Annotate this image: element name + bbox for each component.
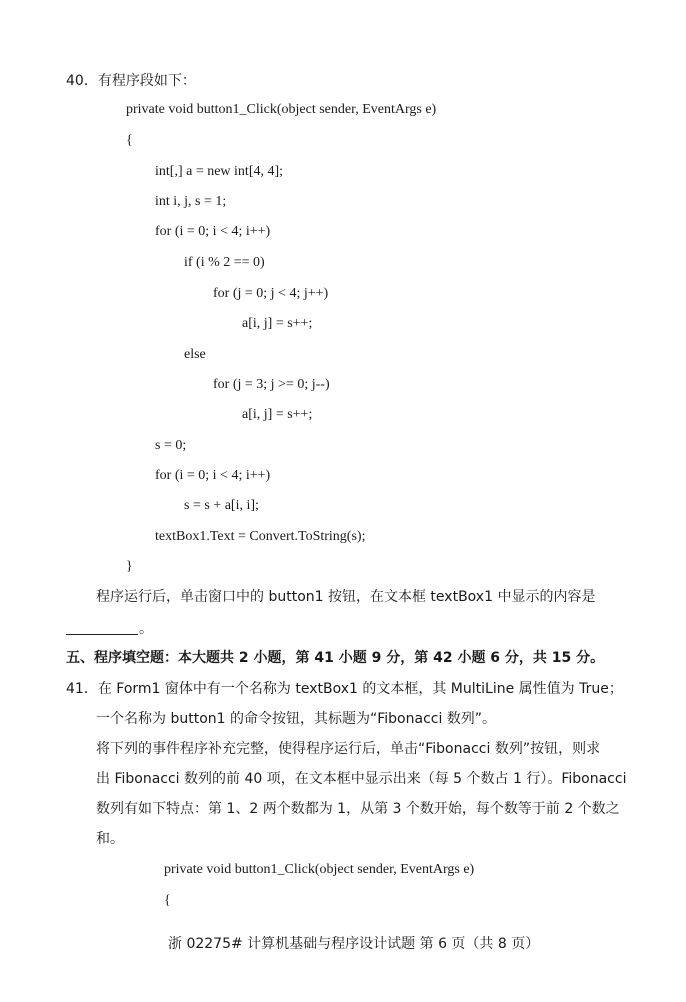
code-line-1: private void button1_Click(object sender, EventArgs e) [126, 102, 437, 117]
answer-period: 。 [139, 621, 153, 637]
code-line-15: textBox1.Text = Convert.ToString(s); [155, 529, 366, 544]
code-line-5: for (i = 0; i < 4; i++) [155, 224, 271, 239]
answer-blank-40 [66, 634, 138, 635]
question-41-line-5: 数列有如下特点：第 1、2 两个数都为 1，从第 3 个数开始，每个数等于前 2 个数之 [96, 801, 620, 817]
question-40-intro: 40．有程序段如下： [66, 73, 196, 89]
code-line-3: int[,] a = new int[4, 4]; [155, 164, 284, 179]
code-41-line-2: { [164, 893, 171, 908]
question-41-line-2: 一个名称为 button1 的命令按钮，其标题为“Fibonacci 数列”。 [96, 711, 497, 727]
question-40-prompt: 程序运行后，单击窗口中的 button1 按钮，在文本框 textBox1 中显示的内容是 [96, 589, 596, 605]
code-line-6: if (i % 2 == 0) [184, 255, 265, 270]
question-41-line-3: 将下列的事件程序补充完整，使得程序运行后，单击“Fibonacci 数列”按钮，则求 [96, 741, 601, 757]
question-41-line-1: 41．在 Form1 窗体中有一个名称为 textBox1 的文本框，其 MultiLine 属性值为 True； [66, 681, 623, 697]
code-line-16: } [126, 559, 133, 574]
code-line-12: s = 0; [155, 438, 187, 453]
code-line-8: a[i, j] = s++; [242, 316, 313, 331]
code-line-11: a[i, j] = s++; [242, 407, 313, 422]
code-line-2: { [126, 133, 133, 148]
code-line-4: int i, j, s = 1; [155, 194, 227, 209]
code-line-7: for (j = 0; j < 4; j++) [213, 286, 329, 301]
question-41-line-6: 和。 [96, 831, 124, 847]
code-line-10: for (j = 3; j >= 0; j--) [213, 377, 330, 392]
section-5-heading: 五、程序填空题：本大题共 2 小题，第 41 小题 9 分，第 42 小题 6 分，共 15 分。 [66, 650, 605, 666]
page-footer: 浙 02275# 计算机基础与程序设计试题 第 6 页（共 8 页） [168, 936, 540, 952]
code-41-line-1: private void button1_Click(object sender, EventArgs e) [164, 862, 475, 877]
question-41-line-4: 出 Fibonacci 数列的前 40 项，在文本框中显示出来（每 5 个数占 1 行）。Fibonacci [96, 771, 627, 787]
code-line-14: s = s + a[i, i]; [184, 498, 259, 513]
code-line-13: for (i = 0; i < 4; i++) [155, 468, 271, 483]
code-line-9: else [184, 347, 206, 362]
